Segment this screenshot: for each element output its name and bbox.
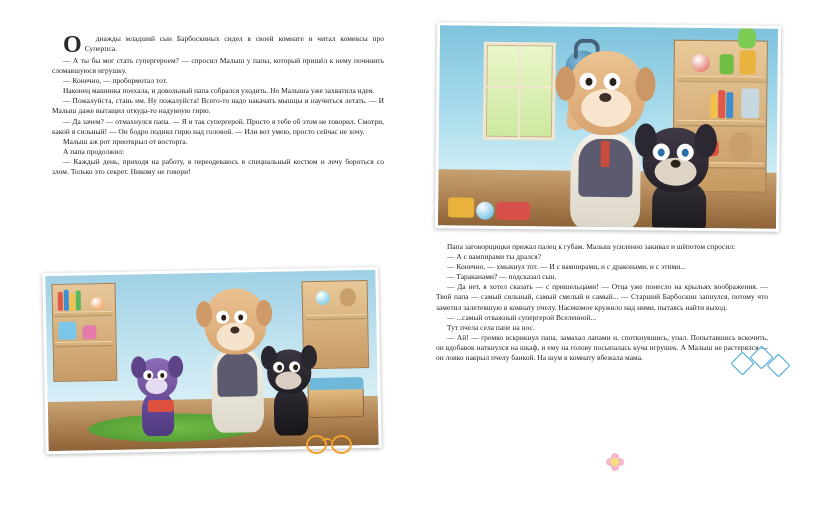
scene-room — [438, 25, 778, 229]
glasses-lens-right — [331, 435, 352, 454]
papa-pupil-right — [238, 314, 243, 320]
dog-pupil-left — [147, 373, 151, 378]
toy-book — [718, 90, 725, 118]
illustration-bedroom-family — [42, 267, 381, 454]
malysh-nose — [671, 160, 681, 168]
dog-ear-right — [168, 356, 183, 378]
papa-pupil-left — [221, 315, 226, 321]
malysh-pupil-left — [277, 365, 282, 371]
paragraph: — Да нет, я хотел сказать — с пришельцами! — Отца уже понесло на крыльях воображения. — Твой папа — самый сильный, самый смелый и самый... — Старший Барбоскин запнулся, потому что заметил залетевшую в комнату пчелу. Насекомое кружило над ними, пытаясь найти выход. — [436, 282, 768, 312]
glasses-doodle-icon — [305, 432, 351, 452]
malysh-ear-right — [301, 345, 317, 369]
right-page — [410, 0, 820, 507]
paragraph: — Тараканами? — подсказал сын. — [447, 272, 557, 282]
scene-room — [45, 270, 378, 451]
flower-center — [611, 458, 619, 466]
window-mullion-horizontal — [486, 86, 552, 89]
book — [70, 294, 75, 311]
character-malysh — [261, 347, 319, 434]
paragraph: Малыш аж рот приоткрыл от восторга. — [63, 136, 188, 146]
book — [58, 292, 63, 311]
toy-blocks-floor — [448, 197, 474, 217]
paragraph: А папа продолжил: — [63, 146, 125, 156]
toy-ball-floor — [476, 202, 494, 220]
papa-ear-right — [635, 67, 655, 101]
paragraph: — А с вампирами ты дрался? — [447, 252, 542, 262]
paragraph: — Конечно, — хмыкнул тот. — И с вампирами, и с драконами, и с этими... — [447, 262, 686, 272]
paragraph: — А ты бы мог стать супергероем? — спросил Малыш у папы, который пришёл к нему починить сломавшуюся игрушку. — [52, 56, 384, 76]
toy-block — [82, 325, 96, 339]
paragraph: — Конечно, — пробормотал тот. — [63, 76, 168, 86]
left-page-text — [52, 34, 384, 177]
character-malysh — [634, 123, 719, 228]
toy-block — [720, 54, 734, 74]
malysh-pupil-right — [682, 149, 689, 157]
toy-book — [710, 94, 717, 118]
diamonds-doodle-icon — [734, 349, 786, 375]
papa-ear-right — [256, 300, 272, 326]
toy-car — [148, 400, 174, 412]
drop-cap: О — [63, 32, 82, 58]
paragraph-text: днажды младший сын Барбоскиных сидел в своей комнате и читал комиксы про Суперпса. — [84, 34, 384, 54]
glasses-bridge — [322, 438, 332, 446]
papa-nose — [599, 93, 611, 102]
toy-box — [58, 322, 76, 340]
toy-alien — [738, 26, 756, 48]
papa-ear-left — [196, 301, 212, 327]
toy-book — [726, 92, 733, 118]
dog-body — [142, 392, 175, 437]
malysh-body — [274, 387, 309, 436]
paragraph: — Пожалуйста, стань им. Ну пожалуйста! Всего-то надо накачать мышцы и научиться летать. — И Малыш даже вытащил откуда-то надувную гирю. — [52, 96, 384, 116]
paragraph: — Каждый день, приходя на работу, я переодеваюсь в специальный костюм и лечу бороться со злом. Только это секрет. Никому не говори! — [52, 156, 384, 177]
papa-pupil-right — [609, 78, 616, 86]
teddy-bear — [729, 132, 753, 160]
paragraph: — Ай! — громко вскрикнул папа, замахал лапами и, споткнувшись, упал. Попытавшись вскочить, он вдобавок наткнулся на шкаф, и ему на голову посыпалась куча игрушек. А Малыш не растерялся — он ловко накрыл пчелу банкой. На шум в комнату вбежала мама. — [436, 332, 768, 363]
papa-tie — [601, 141, 610, 167]
papa-vest — [217, 352, 258, 397]
malysh-pupil-left — [658, 149, 665, 157]
paragraph: Папа заговорщицки прижал палец к губам. Малыш усиленно закивал и шёпотом спросил: — [447, 242, 736, 251]
toy-block — [740, 50, 756, 74]
book — [64, 290, 69, 311]
paragraph — [52, 34, 384, 56]
malysh-pupil-right — [293, 364, 298, 370]
paragraph: Наконец машинка поехала, и довольный папа собрался уходить. Но Малыша уже захватила идея. — [63, 86, 375, 96]
teddy-bear — [340, 288, 356, 306]
window-mullion-vertical — [518, 45, 521, 137]
window — [483, 42, 556, 141]
toy-robot — [741, 88, 759, 118]
paragraph: Тут пчела села папе на нос. — [447, 322, 535, 332]
book — [76, 291, 81, 311]
papa-pupil-left — [585, 78, 592, 86]
character-small-dog — [131, 356, 184, 433]
malysh-ear-right — [695, 124, 717, 158]
toy-truck-floor — [496, 202, 530, 220]
flower-doodle-icon — [606, 453, 624, 471]
paragraph: — Да зачем? — отмахнулся папа. — Я и так супергерой. Просто я тебе об этом не говорил. Смотри, какой я сильный! — Он бодро поднял гирю над головой. — Или вот умею, просто сейчас не хочу. — [52, 116, 384, 136]
dog-pupil-right — [160, 373, 164, 378]
toy-ball — [692, 54, 710, 72]
right-page-text — [436, 242, 768, 363]
shelf — [677, 76, 765, 82]
paragraph: — ...самый отважный супергерой Вселенной... — [447, 312, 597, 322]
illustration-papa-kettlebell — [435, 22, 781, 232]
